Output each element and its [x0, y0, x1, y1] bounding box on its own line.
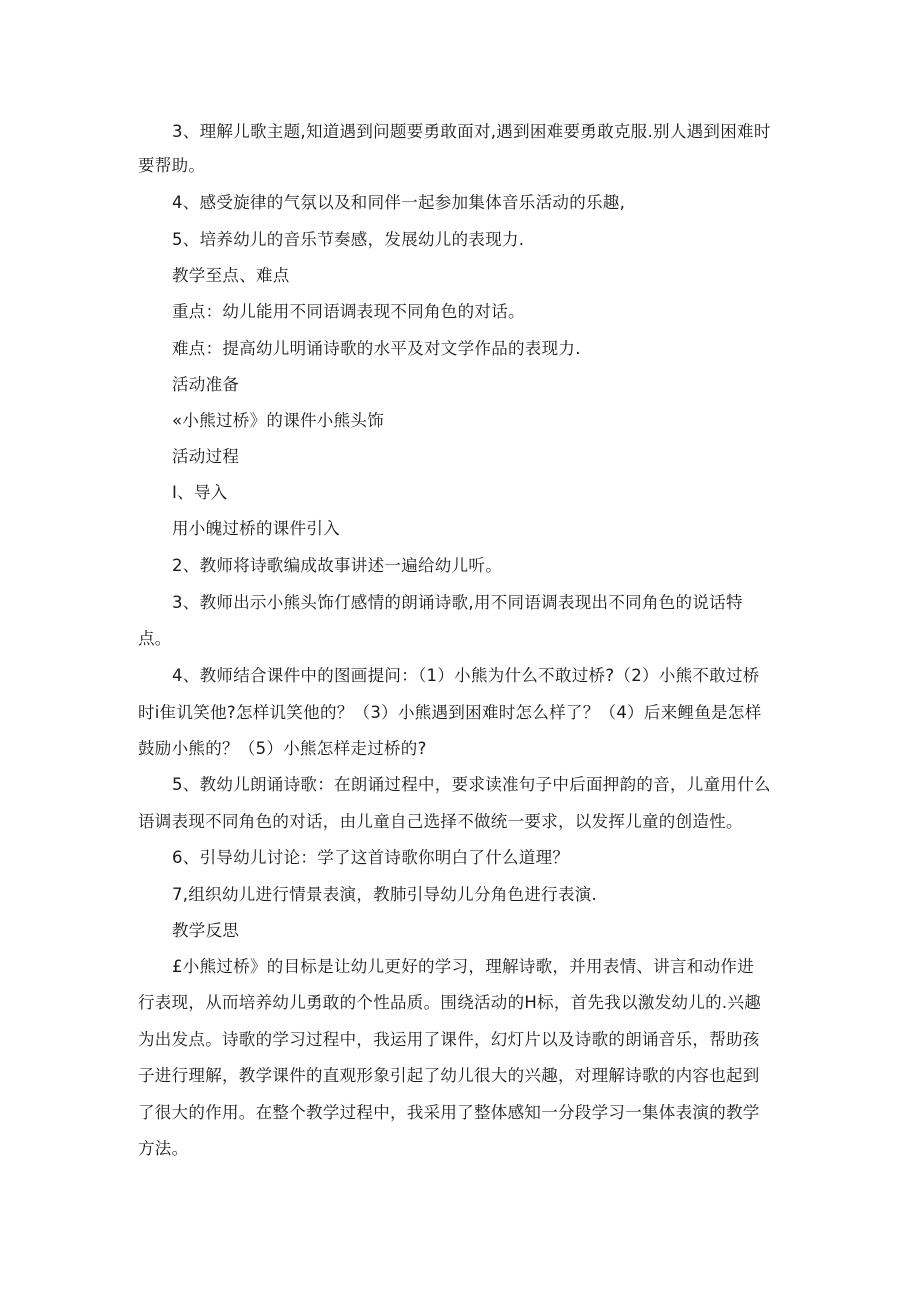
reflection-line-3: 为出发点。诗歌的学习过程中，我运用了课件，幻灯片以及诗歌的朗诵音乐，帮助孩 [138, 1030, 760, 1049]
step-3-line-1: 3、教师出示小熊头饰仃感情的朗诵诗歌,用不同语调表现出不同角色的说话特 [172, 593, 743, 612]
reflection-line-4: 子进行理解，教学课件的直观形象引起了幼儿很大的兴趣，对理解诗歌的内容也起到 [138, 1066, 760, 1085]
goal-4: 4、感受旋律的气氛以及和同伴一起参加集体音乐活动的乐趣, [172, 193, 626, 212]
step-5-line-2: 语调表现不同角色的对话，由儿童自己选择不做统一要求，以发挥儿童的创造性。 [138, 812, 743, 831]
difficult-point: 难点：提高幼儿明诵诗歌的水平及对文学作品的表现力. [172, 339, 581, 358]
step-2: 2、教师将诗歌编成故事讲述一遍给幼儿听。 [172, 556, 502, 575]
section-heading-process: 活动过程 [172, 447, 240, 466]
step-6: 6、引导幼儿讨论：学了这首诗歌你明白了什么道理？ [172, 848, 570, 867]
section-heading-reflection: 教学反思 [172, 921, 240, 940]
step-4-line-2: 时i隹讥笑他?怎样讥笑他的？（3）小熊遇到困难时怎么样了？（4）后来鲤鱼是怎样 [138, 703, 762, 722]
goal-3-line-1: 3、理解儿歌主题,知道遇到问题要勇敢面对,遇到困难要勇敢克服.别人遇到困难时 [172, 122, 771, 141]
goal-5: 5、培养幼儿的音乐节奏感，发展幼儿的表现力. [172, 230, 525, 249]
step-7: 7,组织幼儿进行情景表演，教肺引导幼儿分角色进行表演. [172, 885, 598, 904]
preparation-items: «小熊过桥》的课件小熊头饰 [172, 411, 384, 430]
reflection-line-1: £小熊过桥》的目标是让幼儿更好的学习，理解诗歌，并用表情、讲言和动作进 [172, 957, 754, 976]
step-4-line-3: 鼓励小熊的？（5）小熊怎样走过桥的? [138, 739, 427, 758]
reflection-line-6: 方法。 [138, 1139, 189, 1158]
step-1-detail: 用小魄过桥的课件引入 [172, 519, 340, 538]
step-3-line-2: 点。 [138, 629, 172, 648]
step-4-line-1: 4、教师结合课件中的图画提问：（1）小熊为什么不敢过桥?（2）小熊不敢过桥 [172, 666, 760, 685]
section-heading-preparation: 活动准备 [172, 375, 240, 394]
step-1-title: I、导入 [172, 483, 228, 502]
section-heading-key-points: 教学至点、难点 [172, 266, 290, 285]
goal-3-line-2: 要帮助。 [138, 156, 206, 175]
key-point: 重点：幼儿能用不同语调表现不同角色的对话。 [172, 302, 525, 321]
step-5-line-1: 5、教幼儿朗诵诗歌：在朗诵过程中，要求读准句子中后面押韵的音，儿童用什么 [172, 775, 771, 794]
reflection-line-5: 了很大的作用。在整个教学过程中，我采用了整体感知一分段学习一集体表演的教学 [138, 1103, 760, 1122]
reflection-line-2: 行表现，从而培养幼儿勇敢的个性品质。围绕活动的H标，首先我以激发幼儿的.兴趣 [138, 993, 762, 1012]
